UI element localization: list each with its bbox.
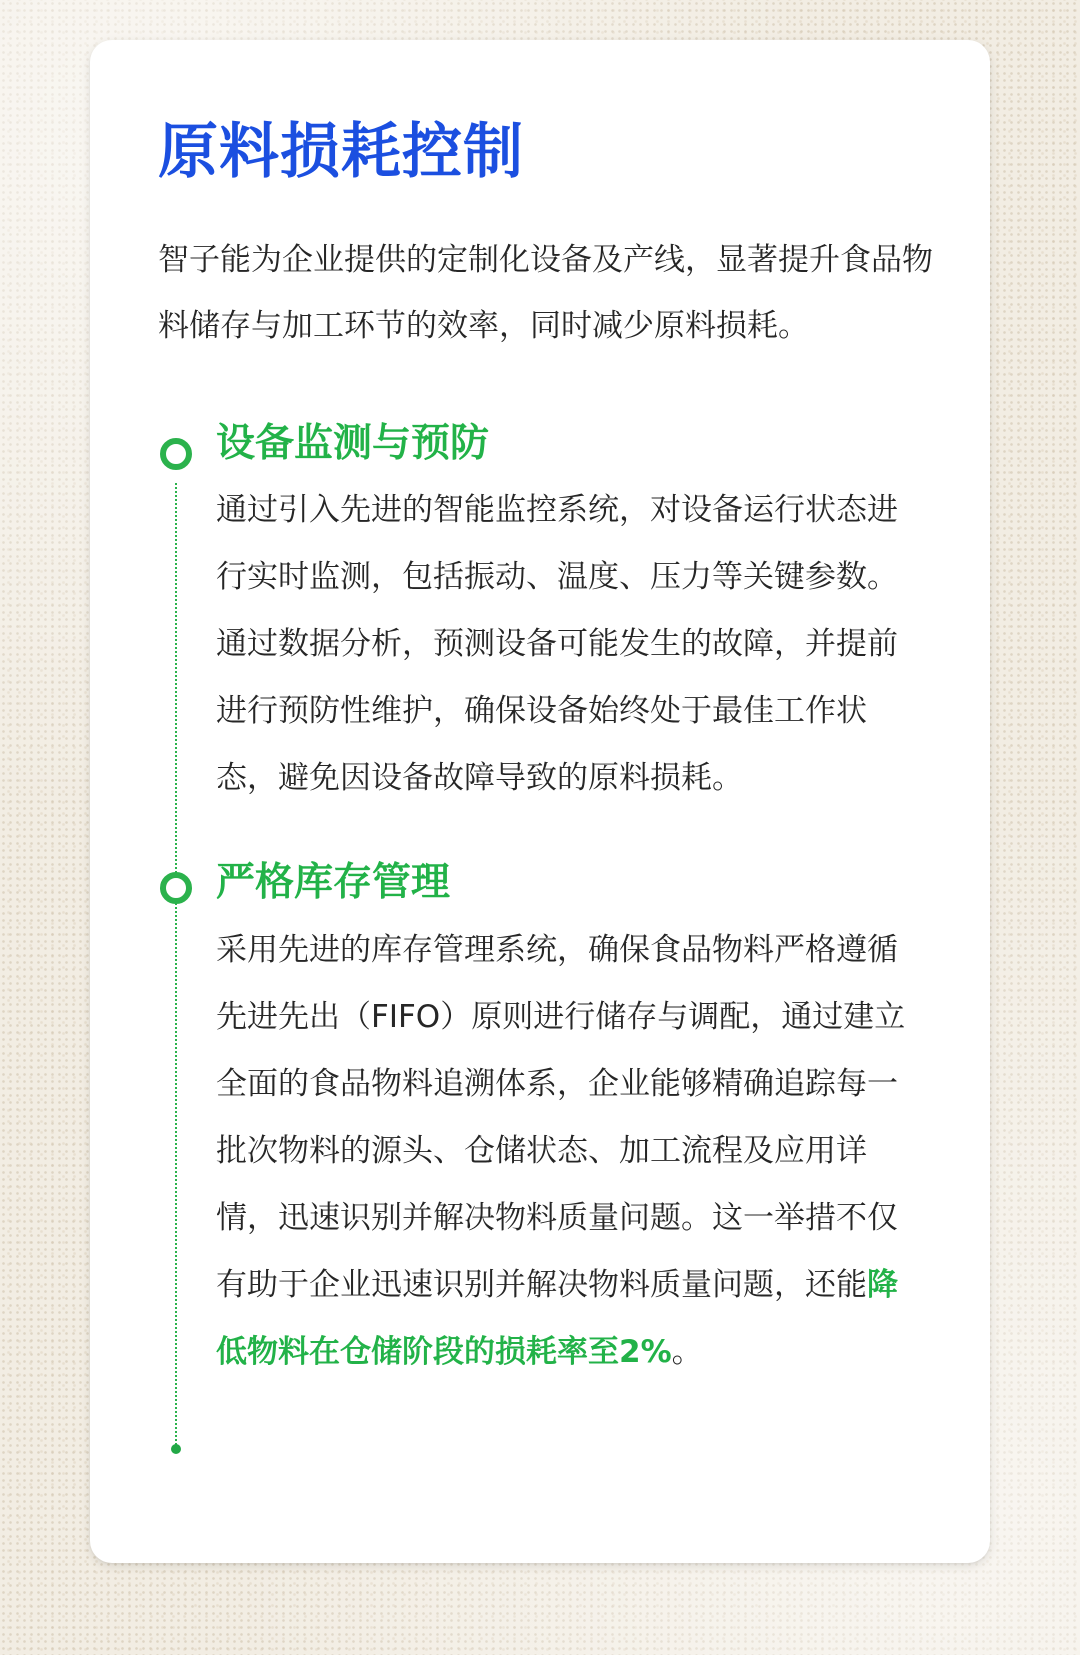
- section-body-inventory-management: [216, 917, 928, 1386]
- section-title-inventory-management: 严格库存管理: [216, 860, 451, 905]
- timeline-dotted-line: [175, 483, 177, 1449]
- section-title-equipment-monitoring: 设备监测与预防: [216, 421, 490, 466]
- circle-marker-icon: [160, 438, 192, 470]
- section-body-text: 采用先进的库存管理系统，确保食品物料严格遵循先进先出（FIFO）原则进行储存与调配，通过建立全面的食品物料追溯体系，企业能够精确追踪每一批次物料的源头、仓储状态、加工流程及应用详情，迅速识别并解决物料质量问题。这一举措不仅有助于企业迅速识别并解决物料质量问题，还能: [216, 932, 906, 1303]
- intro-paragraph: 智子能为企业提供的定制化设备及产线，显著提升食品物料储存与加工环节的效率，同时减少原料损耗。: [158, 242, 933, 344]
- circle-marker-icon: [160, 872, 192, 904]
- section-body-end: 。: [671, 1334, 703, 1370]
- content-card: [90, 40, 990, 1563]
- timeline-end-dot-icon: [171, 1444, 181, 1454]
- section-body-equipment-monitoring: 通过引入先进的智能监控系统，对设备运行状态进行实时监测，包括振动、温度、压力等关键参数。通过数据分析，预测设备可能发生的故障，并提前进行预防性维护，确保设备始终处于最佳工作状态，避免因设备故障导致的原料损耗。: [216, 492, 898, 796]
- loss-rate-highlight: 降低物料在仓储阶段的损耗率至2%: [216, 1267, 898, 1370]
- page-title: 原料损耗控制: [158, 117, 524, 187]
